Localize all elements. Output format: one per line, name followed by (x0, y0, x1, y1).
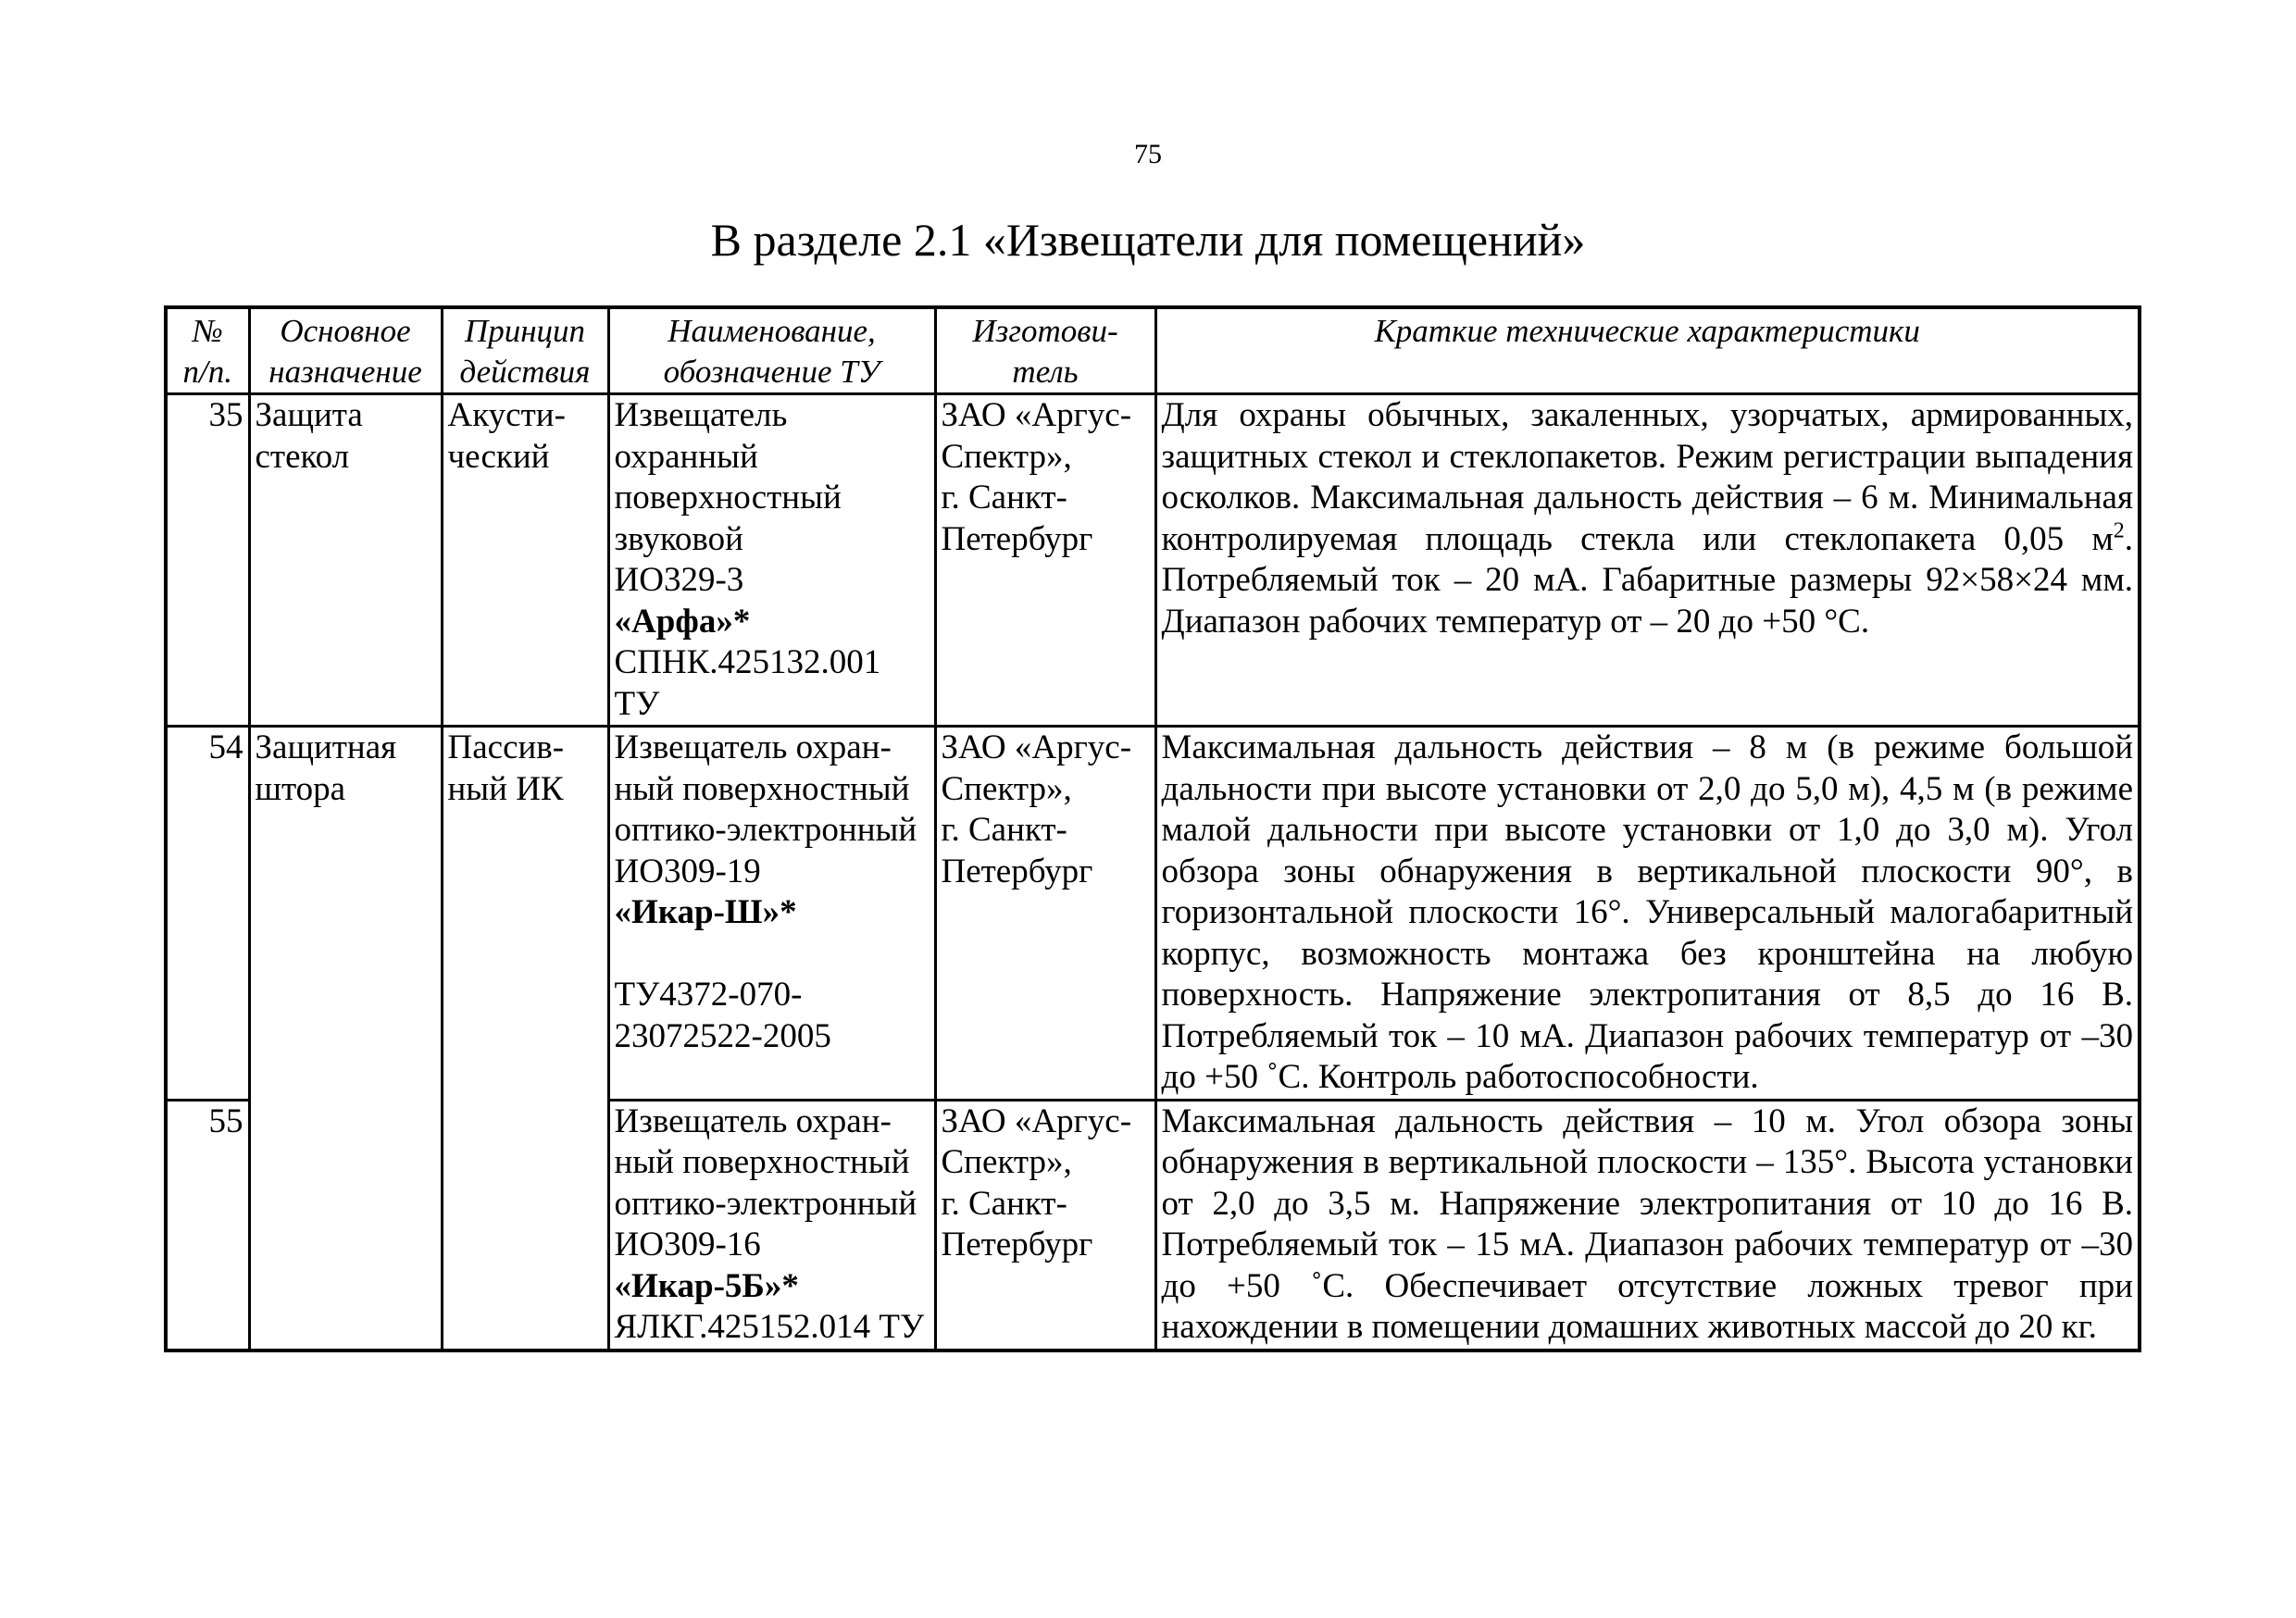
row-number: 55 (166, 1100, 249, 1350)
device-brand: «Икар-5Б»* (614, 1266, 799, 1305)
header-characteristics: Краткие технические характеристики (1155, 307, 2140, 394)
row-number: 54 (166, 727, 249, 1101)
row-name: Извещатель охран- ный поверхностный оптико-электронный ИО309-16 «Икар-5Б»* ЯЛКГ.425152.014 ТУ (608, 1100, 935, 1350)
row-purpose: Защита стекол (249, 394, 442, 727)
row-maker: ЗАО «Аргус- Спектр», г. Санкт- Петербург (935, 1100, 1155, 1350)
row-characteristics: Максимальная дальность действия – 8 м (в режиме большой дальности при высоте установки от 2,0 до 5,0 м), 4,5 м (в режиме малой дальности при высоте установки от 1,0 до 3,0 м). Угол обзора зоны обнаружения в вертикальной плоскости 90°, в горизонтальной плоскости 16°. Универсальный малогабаритный корпус, возможность монтажа без кронштейна на любую поверхность. Напряжение электропитания от 8,5 до 16 В. Потребляемый ток – 10 мА. Диапазон рабочих температур от –30 до +50 ˚С. Контроль работоспособности. (1155, 727, 2140, 1101)
row-name: Извещатель охран- ный поверхностный оптико-электронный ИО309-19 «Икар-Ш»* ТУ4372-070- 23072522-2005 (608, 727, 935, 1101)
row-maker: ЗАО «Аргус- Спектр», г. Санкт- Петербург (935, 394, 1155, 727)
device-spec: 23072522-2005 (614, 1016, 831, 1055)
row-number: 35 (166, 394, 249, 727)
device-brand: «Арфа»* (614, 602, 751, 641)
device-spec: СПНК.425132.001 ТУ (614, 643, 881, 723)
row-maker: ЗАО «Аргус- Спектр», г. Санкт- Петербург (935, 727, 1155, 1101)
device-brand: «Икар-Ш»* (614, 893, 797, 931)
row-name: Извещатель охранный поверхностный звуковой ИО329-3 «Арфа»* СПНК.425132.001 ТУ (608, 394, 935, 727)
device-spec: ЯЛКГ.425152.014 ТУ (614, 1308, 925, 1346)
row-purpose: Защитная штора (249, 727, 442, 1350)
device-spec: ТУ4372-070- (614, 976, 803, 1014)
page-number: 75 (1134, 139, 1162, 169)
table-row (166, 727, 2140, 1101)
header-principle: Принцип действия (442, 307, 608, 394)
row-characteristics: Для охраны обычных, закаленных, узорчатых, армированных, защитных стекол и стеклопакетов. Режим регистрации выпадения осколков. Максимальная дальность действия – 6 м. Минимальная контролируемая площадь стекла или стеклопакета 0,05 $м^2$. Потребляемый ток – 20 мА. Габаритные размеры 92×58×24 мм. Диапазон рабочих температур от – 20 до +50 °С. (1155, 394, 2140, 727)
row-principle: Акусти- ческий (442, 394, 608, 727)
table-header-row (166, 307, 2140, 394)
row-principle: Пассив- ный ИК (442, 727, 608, 1350)
header-num: № п/п. (166, 307, 249, 394)
table-row (166, 394, 2140, 727)
header-maker: Изготови- тель (935, 307, 1155, 394)
header-name: Наименование, обозначение ТУ (608, 307, 935, 394)
header-purpose: Основное назначение (249, 307, 442, 394)
detectors-table (164, 305, 2141, 1352)
section-title: В разделе 2.1 «Извещатели для помещений» (710, 214, 1586, 266)
row-characteristics: Максимальная дальность действия – 10 м. Угол обзора зоны обнаружения в вертикальной плоскости – 135°. Высота установки от 2,0 до 3,5 м. Напряжение электропитания от 10 до 16 В. Потребляемый ток – 15 мА. Диапазон рабочих температур от –30 до +50 ˚С. Обеспечивает отсутствие ложных тревог при нахождении в помещении домашних животных массой до 20 кг. (1155, 1100, 2140, 1350)
